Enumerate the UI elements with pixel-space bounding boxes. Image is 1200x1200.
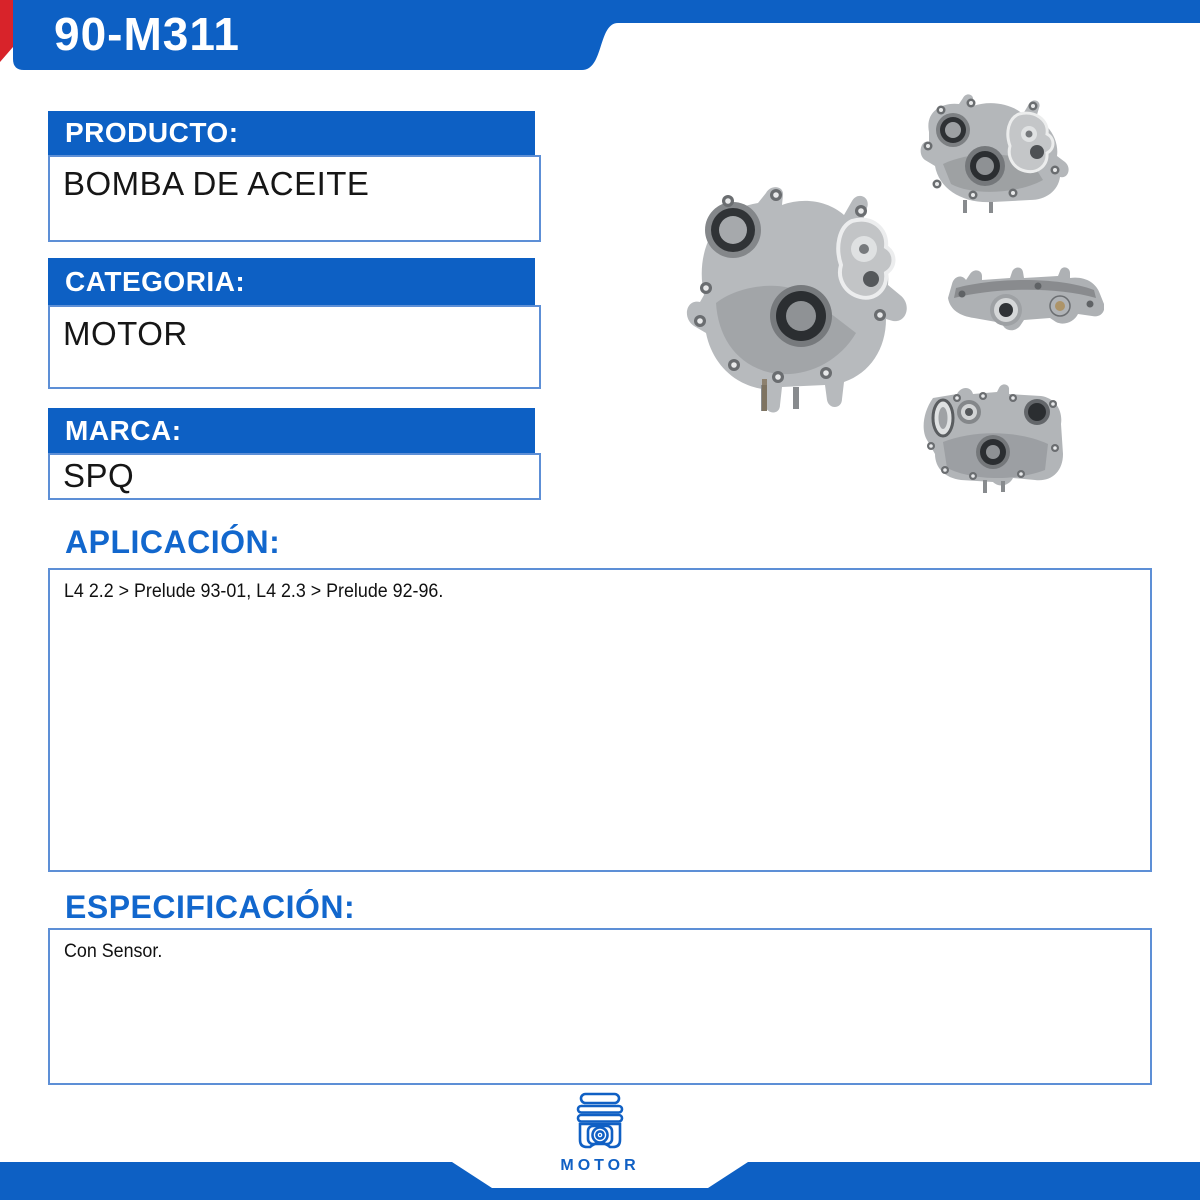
producto-label-bar xyxy=(48,111,535,155)
producto-label: PRODUCTO: xyxy=(65,117,239,148)
producto-value-box xyxy=(48,155,541,242)
footer-bar xyxy=(0,1162,1200,1200)
aplicacion-box xyxy=(48,568,1152,872)
producto-value: BOMBA DE ACEITE xyxy=(63,165,370,202)
categoria-value: MOTOR xyxy=(63,315,188,352)
product-photo-oil-pump-main xyxy=(676,183,908,413)
categoria-label: CATEGORIA: xyxy=(65,265,246,297)
product-photo-oil-pump-top-right xyxy=(913,94,1073,214)
marca-value: SPQ xyxy=(63,457,135,494)
aplicacion-text: L4 2.2 > Prelude 93-01, L4 2.3 > Prelude 92-96. xyxy=(64,581,444,602)
part-number-title: 90-M311 xyxy=(54,8,241,60)
especificacion-text: Con Sensor. xyxy=(64,941,163,962)
categoria-label-bar xyxy=(48,258,535,305)
product-photo-timing-cover xyxy=(913,382,1068,497)
motor-category-label: MOTOR xyxy=(560,1157,640,1174)
product-photo-oil-pump-bracket xyxy=(942,266,1104,336)
piston-icon xyxy=(565,1092,635,1154)
especificacion-heading: ESPECIFICACIÓN: xyxy=(65,889,356,925)
marca-label: MARCA: xyxy=(65,414,182,446)
aplicacion-heading: APLICACIÓN: xyxy=(65,524,281,560)
marca-value-box xyxy=(48,453,541,500)
categoria-value-box xyxy=(48,305,541,389)
especificacion-box xyxy=(48,928,1152,1085)
marca-label-bar xyxy=(48,408,535,453)
red-ribbon-accent xyxy=(0,0,13,62)
